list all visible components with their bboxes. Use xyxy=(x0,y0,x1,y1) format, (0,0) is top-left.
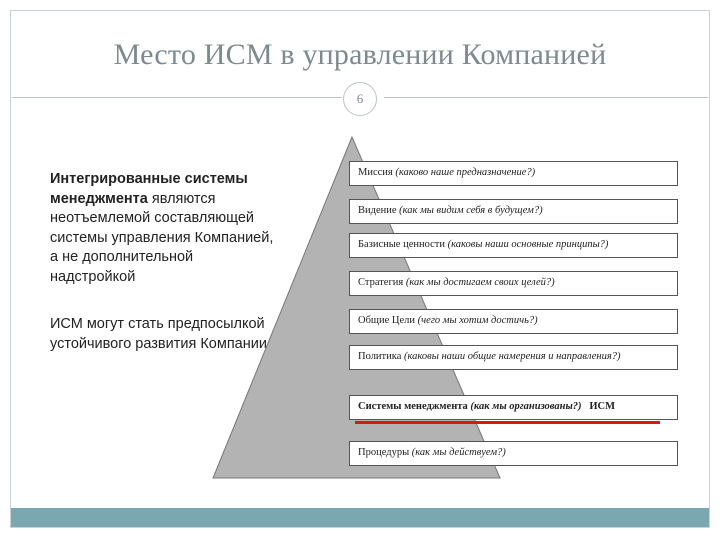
level-question: (чего мы хотим достичь?) xyxy=(417,315,538,326)
pyramid-level-procedures xyxy=(349,441,678,466)
level-question: (каковы наши основные принципы?) xyxy=(447,239,609,250)
pyramid-level-goals xyxy=(349,309,678,334)
footer-bar xyxy=(11,508,709,527)
paragraph-ism-sustainable: ИСМ могут стать предпосылкой устойчивого развития Компании xyxy=(50,316,267,352)
level-label: Системы менеджмента xyxy=(358,401,468,412)
level-label: Стратегия xyxy=(358,277,404,288)
level-question: (каковы наши общие намерения и направления?) xyxy=(404,351,621,362)
level-label: Базисные ценности xyxy=(358,239,445,250)
level-label: Процедуры xyxy=(358,447,410,458)
level-label: Политика xyxy=(358,351,402,362)
pyramid-level-vision xyxy=(349,199,678,224)
pyramid-level-values xyxy=(349,233,678,258)
level-label: Видение xyxy=(358,205,397,216)
level-question: (как мы действуем?) xyxy=(411,447,506,458)
paragraph-ism-rest: являются неотъемлемой составляющей системы управления Компанией, а не дополнительной надстройкой xyxy=(50,190,274,285)
pyramid-level-mission xyxy=(349,161,678,186)
highlight-underline xyxy=(355,421,660,424)
pyramid-triangle xyxy=(213,137,500,478)
pyramid-level-strategy xyxy=(349,271,678,296)
slide-number: 6 xyxy=(343,82,377,116)
pyramid-level-policy xyxy=(349,345,678,370)
level-label: Общие Цели xyxy=(358,315,416,326)
paragraph-ism-bold: Интегрированные системы менеджмента xyxy=(50,171,248,207)
level-question: (как мы достигаем своих целей?) xyxy=(405,277,555,288)
level-question: (как мы видим себя в будущем?) xyxy=(399,205,543,216)
pyramid-level-management-systems xyxy=(349,395,678,420)
slide-title: Место ИСМ в управлении Компанией xyxy=(113,38,607,71)
level-label: Миссия xyxy=(358,167,393,178)
level-question: (каково наше предназначение?) xyxy=(395,167,536,178)
level-question: (как мы организованы?) xyxy=(470,401,582,412)
ism-tag: ИСМ xyxy=(589,401,616,412)
